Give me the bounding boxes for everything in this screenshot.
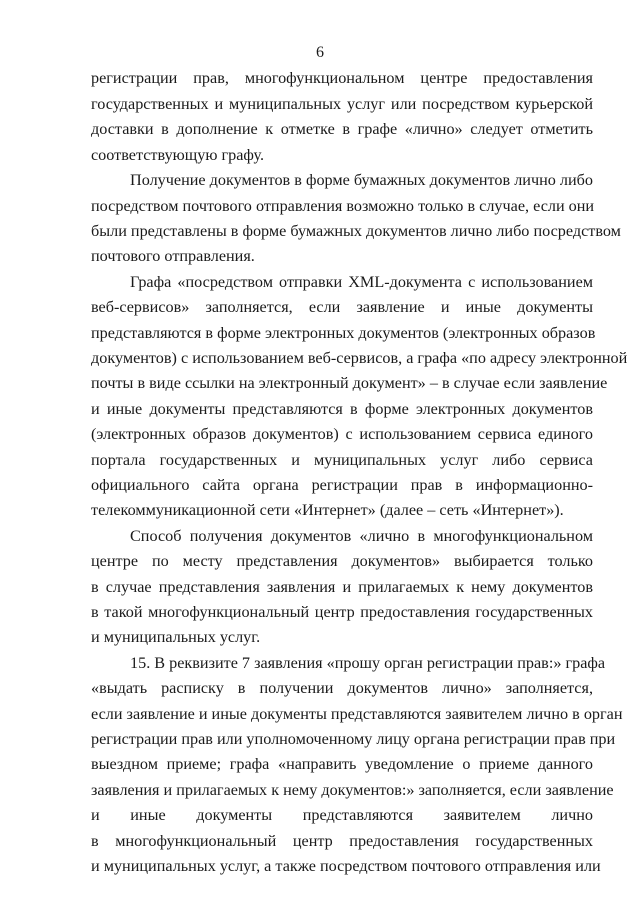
text-line: были представлены в форме бумажных документов лично либо посредством <box>91 222 621 240</box>
text-line: заявления и прилагаемых к нему документов:» заполняется, если заявление <box>91 781 614 799</box>
text-line: веб-сервисов» заполняется, если заявление и иные документы <box>91 298 593 316</box>
text-line: выездном приеме; графа «направить уведомление о приеме данного <box>91 755 593 773</box>
text-line: портала государственных и муниципальных услуг либо сервиса <box>91 451 593 469</box>
text-line: регистрации прав или уполномоченному лицу органа регистрации прав при <box>91 730 616 748</box>
paragraph-first-line: Получение документов в форме бумажных документов лично либо <box>130 171 593 189</box>
text-line: официального сайта органа регистрации прав в информационно- <box>91 476 593 494</box>
text-line: в случае представления заявления и прилагаемых к нему документов <box>91 578 593 596</box>
text-line: доставки в дополнение к отметке в графе «лично» следует отметить <box>91 120 593 138</box>
text-line: соответствующую графу. <box>91 146 264 164</box>
text-line: документов) с использованием веб-сервисов, а графа «по адресу электронной <box>91 349 628 367</box>
text-line: и иные документы представляются заявителем лично <box>91 806 593 824</box>
text-line: и муниципальных услуг. <box>91 628 261 646</box>
text-line: и муниципальных услуг, а также посредством почтового отправления или <box>91 857 601 875</box>
text-line: регистрации прав, многофункциональном центре предоставления <box>91 69 593 87</box>
page-number: 6 <box>316 44 324 61</box>
text-line: почтового отправления. <box>91 247 255 265</box>
text-line: представляются в форме электронных документов (электронных образов <box>91 324 596 342</box>
text-line: (электронных образов документов) с использованием сервиса единого <box>91 425 593 443</box>
text-line: в многофункциональный центр предоставления государственных <box>91 832 593 850</box>
text-line: если заявление и иные документы представляются заявителем лично в орган <box>91 705 623 723</box>
text-line: центре по месту представления документов» выбирается только <box>91 552 593 570</box>
text-line: в такой многофункциональный центр предоставления государственных <box>91 603 593 621</box>
paragraph-first-line: Способ получения документов «лично в многофункциональном <box>130 527 593 545</box>
text-line: телекоммуникационной сети «Интернет» (далее – сеть «Интернет»). <box>91 501 564 519</box>
paragraph-first-line: 15. В реквизите 7 заявления «прошу орган регистрации прав:» графа <box>130 654 606 672</box>
paragraph-first-line: Графа «посредством отправки XML-документа с использованием <box>130 273 593 291</box>
text-line: «выдать расписку в получении документов лично» заполняется, <box>91 679 593 697</box>
text-line: посредством почтового отправления возможно только в случае, если они <box>91 197 595 215</box>
text-line: и иные документы представляются в форме электронных документов <box>91 400 593 418</box>
text-line: почты в виде ссылки на электронный документ» – в случае если заявление <box>91 374 608 392</box>
text-line: государственных и муниципальных услуг или посредством курьерской <box>91 95 593 113</box>
